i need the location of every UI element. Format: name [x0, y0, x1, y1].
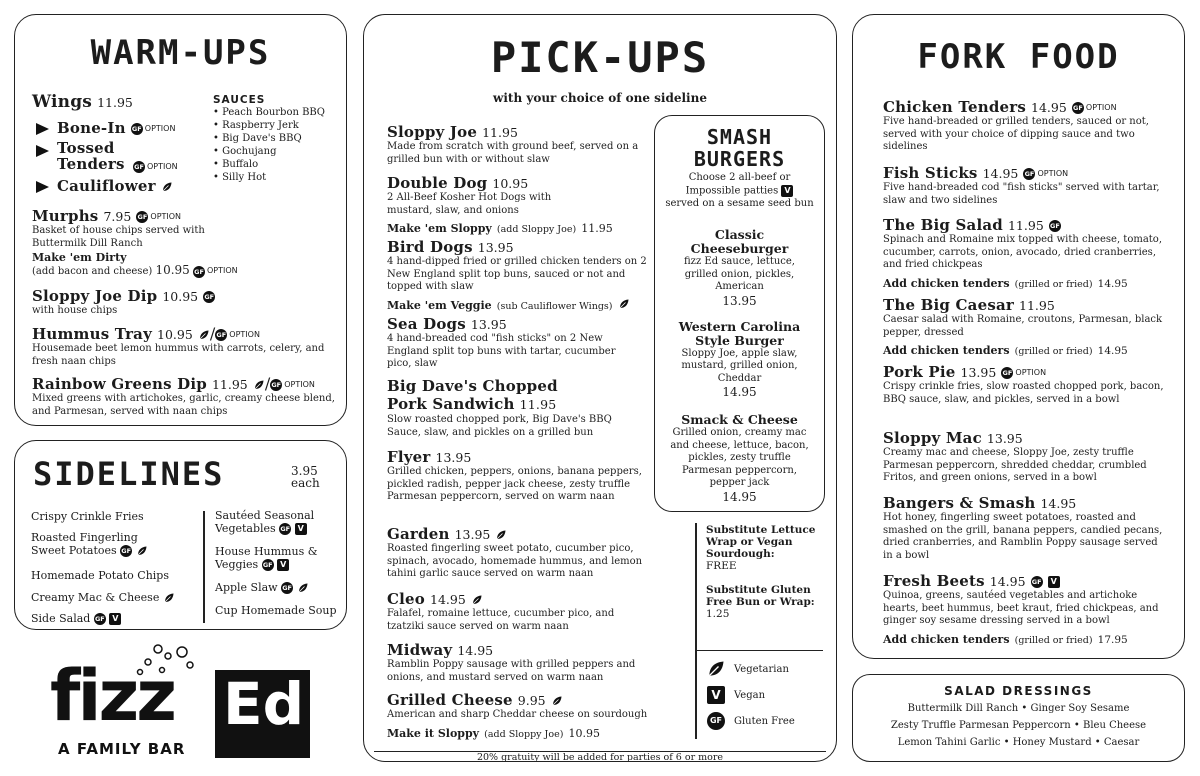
item-description: American and sharp Cheddar cheese on sourdough [387, 709, 648, 720]
sideline-item [215, 545, 325, 571]
item-price: 13.95 [477, 240, 514, 255]
item-price: 11.95 [1007, 218, 1044, 233]
gluten-free-icon: GF [204, 292, 215, 301]
sidelines-divider [203, 511, 205, 623]
option-name: Cauliflower [57, 177, 156, 195]
addon-description: (grilled or fried) [1014, 346, 1093, 357]
item-description: Grilled chicken, peppers, onions, banana peppers, pickled radish, pepper jack cheese, zesty truffle Parmesan peppercorn, served on warm naan [387, 466, 642, 502]
gluten-free-icon: GF [1024, 169, 1035, 178]
item-note: OPTION [1037, 169, 1069, 178]
sideline-item-label: House Hummus & Veggies [215, 545, 318, 571]
forkfood-item [883, 215, 1168, 291]
sideline-item [215, 509, 333, 535]
gluten-free-icon: GF [280, 525, 291, 533]
burger-description: fizz Ed sauce, lettuce, grilled onion, pickles, American [684, 256, 795, 292]
item-addon: Make 'em Sloppy [387, 222, 492, 235]
item-name: Sloppy Joe Dip [32, 287, 158, 305]
item-price: 11.95 [482, 125, 518, 140]
sauce-item: • Silly Hot [213, 172, 267, 183]
item-description: Falafel, romaine lettuce, cucumber pico, and tzatziki sauce served on warm naan [387, 608, 615, 632]
sideline-item [215, 581, 309, 594]
option-note: OPTION [147, 162, 178, 171]
item-name: Garden [387, 525, 450, 543]
gluten-free-icon: GF [94, 615, 105, 623]
sideline-item-label: Roasted Fingerling Sweet Potatoes [31, 531, 138, 557]
vegan-icon: V [1048, 576, 1060, 588]
smash-intro-text: Choose 2 all-beef or Impossible patties [685, 172, 791, 196]
item-description: Caesar salad with Romaine, croutons, Parmesan, black pepper, dressed [883, 314, 1163, 338]
substitute-gf-price: 1.25 [706, 608, 730, 620]
item-price: 10.95 [157, 327, 193, 342]
pickup-item [387, 377, 647, 439]
substitute-wrap-price: FREE [706, 560, 737, 572]
logo-word-fizz: fizz [50, 655, 174, 737]
addon-description: (add Sloppy Joe) [496, 224, 577, 235]
item-description: Quinoa, greens, sautéed vegetables and artichoke hearts, beet hummus, beet kraut, fried chickpeas, and ginger soy sesame dressing served in a bowl [883, 590, 1159, 626]
sauce-item: • Raspberry Jerk [213, 120, 299, 131]
sidelines-title-text: SIDELINES [33, 455, 225, 493]
item-price: 13.95 [435, 450, 472, 465]
pickup-item [387, 314, 647, 371]
pickup-item [387, 173, 647, 236]
pickup-item [387, 690, 667, 741]
vegan-icon: V [277, 559, 289, 571]
item-price: 14.95 [430, 592, 466, 607]
legend-rule [697, 650, 823, 651]
forkfood-item [883, 428, 1168, 485]
rainbow-item: Rainbow Greens Dip 11.95 /GF OPTION Mixed greens with artichokes, garlic, creamy cheese blend, and Parmesan, served with naan chips [32, 374, 337, 418]
vegetarian-leaf-icon [198, 329, 210, 341]
gluten-free-icon: GF [707, 712, 725, 730]
arrow-icon [36, 181, 49, 193]
burger-name: Smack & Cheese [681, 412, 798, 427]
gluten-free-icon: GF [131, 124, 142, 133]
pickups-title-text: PICK-UPS [490, 33, 710, 82]
pickup-item [387, 640, 647, 684]
item-price: 14.95 [1040, 496, 1077, 511]
sauce-item: • Peach Bourbon BBQ [213, 107, 325, 118]
wings-option-cauliflower [36, 176, 173, 195]
gluten-free-icon: GF [282, 584, 292, 592]
gluten-free-icon: GF [137, 212, 148, 221]
wings-option-bonein [36, 118, 175, 137]
dietary-legend [706, 658, 795, 736]
arrow-icon [36, 123, 49, 135]
vegan-icon: V [707, 686, 725, 704]
addon-description: (grilled or fried) [1014, 278, 1093, 290]
sidelines-price-value: 3.95 [291, 464, 318, 478]
forkfood-item [883, 362, 1168, 406]
item-addon: Make 'em Dirty [32, 251, 127, 264]
burger-price: 14.95 [722, 385, 757, 399]
pickup-item [387, 447, 647, 504]
legend-label: Vegetarian [734, 663, 789, 675]
sideline-item: Cup Homemade Soup [215, 604, 337, 617]
wings-option-tenders [36, 140, 206, 172]
item-description: Five hand-breaded or grilled tenders, sauced or not, served with your choice of dipping sauce and two sidelines [883, 116, 1149, 152]
addon-note: OPTION [207, 266, 238, 276]
dressings-line: Zesty Truffle Parmesan Peppercorn • Bleu Cheese [890, 720, 1147, 731]
item-price: 11.95 [211, 377, 248, 392]
gluten-free-icon: GF [1002, 368, 1013, 377]
addon-description: (sub Cauliflower Wings) [496, 300, 613, 312]
salad-dressings-box [852, 674, 1185, 762]
item-description: Creamy mac and cheese, Sloppy Joe, zesty truffle Parmesan peppercorn, shredded cheddar, crumbled Fritos, and green onions, served in a bowl [883, 447, 1147, 483]
forkfood-item [883, 97, 1168, 154]
item-name-text: Big Dave's Chopped Pork Sandwich [387, 377, 558, 413]
legend-vegetarian [706, 658, 795, 680]
wings-item [32, 92, 133, 112]
item-description: 4 hand-dipped fried or grilled chicken tenders on 2 New England split top buns, sauced or not and topped with slaw [387, 256, 647, 292]
logo-word-ed: Ed [223, 670, 305, 738]
item-price: 14.95 [1031, 100, 1067, 115]
gluten-free-icon: GF [194, 267, 204, 276]
forkfood-item [883, 295, 1168, 358]
gluten-free-icon: GF [262, 561, 273, 569]
addon-price: 11.95 [581, 222, 613, 235]
item-description: 4 hand-breaded cod "fish sticks" on 2 New England split top buns with tartar, cucumber pico, slaw [387, 333, 616, 369]
vegetarian-leaf-icon [618, 298, 630, 310]
gluten-free-icon: GF [271, 380, 282, 389]
item-name: Pork Pie [883, 363, 956, 381]
gratuity-line [374, 745, 826, 762]
sauce-item: • Buffalo [213, 159, 259, 170]
dressings-title: SALAD DRESSINGS [944, 684, 1093, 698]
item-name [387, 377, 587, 414]
sloppy-dip-item [32, 286, 215, 318]
item-name: Flyer [387, 448, 431, 466]
smash-title-line2: BURGERS [693, 147, 786, 171]
sideline-item [31, 591, 175, 604]
smash-intro-bun: served on a sesame seed bun [665, 197, 814, 209]
vegan-icon: V [295, 523, 307, 535]
burger-name: Western Carolina Style Burger [678, 318, 801, 348]
dressings-line: Buttermilk Dill Ranch • Ginger Soy Sesame [907, 703, 1130, 714]
item-price: 13.95 [454, 527, 491, 542]
item-name: Hummus Tray [32, 325, 153, 343]
item-price: 13.95 [470, 317, 507, 332]
item-name: Sloppy Joe [387, 123, 478, 141]
item-addon: Add chicken tenders [883, 276, 1010, 290]
sauces-list [213, 94, 325, 184]
addon-price: 17.95 [1097, 633, 1128, 646]
item-name: Fish Sticks [883, 164, 978, 182]
smash-intro [655, 172, 824, 198]
legend-label: Gluten Free [734, 715, 795, 727]
sideline-item: Homemade Potato Chips [31, 569, 169, 582]
item-addon: Make it Sloppy [387, 726, 480, 740]
vegetarian-leaf-icon [136, 545, 148, 557]
gluten-free-icon: GF [1031, 577, 1042, 586]
addon-description: (grilled or fried) [1014, 634, 1093, 646]
item-name: Double Dog [387, 174, 488, 192]
vegetarian-leaf-icon [706, 659, 726, 679]
sideline-item-label: Apple Slaw [215, 581, 278, 594]
item-note: OPTION [1085, 103, 1117, 112]
substitution-notes [706, 524, 816, 620]
vegetarian-leaf-icon [297, 582, 309, 594]
item-description: Crispy crinkle fries, slow roasted chopped pork, bacon, BBQ sauce, slaw, and pickles, served in a bowl [883, 381, 1164, 405]
item-note: OPTION [1015, 368, 1047, 377]
vegan-icon: V [781, 185, 793, 197]
substitute-gf-label: Substitute Gluten Free Bun or Wrap: [706, 584, 815, 608]
burger-price: 13.95 [722, 293, 757, 308]
forkfood-item [883, 163, 1168, 207]
item-name: Murphs [32, 207, 99, 225]
item-description: 2 All-Beef Kosher Hot Dogs with mustard, slaw, and onions [387, 192, 552, 216]
item-price: 9.95 [517, 693, 546, 708]
dressings-line: Lemon Tahini Garlic • Honey Mustard • Caesar [897, 737, 1140, 748]
item-price: 7.95 [103, 209, 132, 224]
vegetarian-leaf-icon [551, 695, 563, 707]
sideline-item: Crispy Crinkle Fries [31, 510, 144, 523]
sideline-item-label: Creamy Mac & Cheese [31, 591, 160, 604]
burger-price: 14.95 [722, 489, 757, 504]
item-price: 10.95 [492, 176, 529, 191]
vegetarian-leaf-icon [163, 592, 175, 604]
logo-tagline: A FAMILY BAR [58, 740, 186, 758]
sidelines-title [33, 455, 224, 493]
addon-description: (add bacon and cheese) [32, 266, 153, 277]
item-price: 14.95 [982, 166, 1019, 181]
item-note: OPTION [229, 330, 260, 339]
vegan-icon: V [109, 613, 121, 625]
item-description: Basket of house chips served with Buttermilk Dill Ranch [32, 225, 205, 249]
gluten-free-icon: GF [134, 162, 144, 171]
sauce-item: • Gochujang [213, 146, 277, 157]
pickup-item [387, 122, 647, 166]
addon-price: 14.95 [1097, 277, 1128, 290]
addon-price: 14.95 [1097, 345, 1128, 357]
option-name: Tossed Tenders [57, 139, 125, 173]
item-description: Mixed greens with artichokes, garlic, creamy cheese blend, and Parmesan, served with naan chips [32, 393, 335, 417]
sideline-item [31, 531, 151, 557]
legend-label: Vegan [734, 689, 766, 701]
item-name: Rainbow Greens Dip [32, 375, 207, 393]
item-price: 11.95 [519, 397, 557, 412]
item-note: OPTION [150, 212, 182, 221]
item-price: 14.95 [457, 643, 494, 658]
pickups-divider [695, 523, 697, 739]
sideline-item [31, 612, 121, 625]
murphs-item [32, 206, 332, 279]
burger-description: Grilled onion, creamy mac and cheese, lettuce, bacon, pickles, zesty truffle Parmesan peppercorn, pepper jack [670, 427, 809, 488]
burger-item [655, 228, 824, 308]
option-name: Bone-In [57, 119, 126, 137]
warmups-title-text: WARM-UPS [90, 33, 271, 73]
sauces-heading: SAUCES [213, 94, 266, 106]
arrow-icon [36, 145, 49, 157]
pickup-item [387, 589, 647, 633]
burger-name: Classic Cheeseburger [690, 227, 789, 256]
forkfood-item [883, 493, 1168, 562]
item-name: Fresh Beets [883, 572, 985, 590]
item-price: 14.95 [989, 574, 1026, 589]
item-name: Sea Dogs [387, 315, 466, 333]
item-name: The Big Caesar [883, 296, 1014, 314]
item-name: The Big Salad [883, 216, 1003, 234]
item-addon: Make 'em Veggie [387, 298, 492, 312]
smash-burgers-box [654, 115, 825, 512]
item-description: Roasted fingerling sweet potato, cucumber pico, spinach, avocado, homemade hummus, and lemon tahini garlic sauce served on warm naan [387, 543, 643, 579]
item-name: Sloppy Mac [883, 429, 982, 447]
item-price: 11.95 [1019, 298, 1055, 313]
gluten-free-icon: GF [216, 330, 227, 339]
sidelines-price-unit: each [291, 476, 320, 490]
item-price: 11.95 [97, 95, 133, 110]
forkfood-item [883, 571, 1168, 647]
gluten-free-icon: GF [121, 547, 132, 555]
item-name: Wings [32, 92, 93, 112]
item-description: Slow roasted chopped pork, Big Dave's BBQ Sauce, slaw, and pickles on a grilled bun [387, 414, 612, 438]
item-description: Five hand-breaded cod "fish sticks" served with tartar, slaw and two sidelines [883, 182, 1160, 206]
smash-title-line1: SMASH [706, 125, 773, 149]
item-description: with house chips [32, 305, 118, 316]
item-price: 13.95 [960, 365, 997, 380]
burger-item [655, 413, 824, 504]
sideline-item-label: Sautéed Seasonal Vegetables [215, 509, 315, 535]
item-description: Hot honey, fingerling sweet potatoes, roasted and smashed on the grill, banana peppers, candied pecans, dried cranberries, and Ramblin Poppy sausage served in a bowl [883, 512, 1163, 561]
item-name: Bird Dogs [387, 238, 473, 256]
item-name: Cleo [387, 590, 425, 608]
item-description: Made from scratch with ground beef, served on a grilled bun with or without slaw [387, 141, 639, 165]
vegetarian-leaf-icon [253, 379, 265, 391]
pickups-subtitle: with your choice of one sideline [493, 91, 707, 105]
item-description: Housemade beet lemon hummus with carrots, celery, and fresh naan chips [32, 343, 325, 367]
fizzed-logo [40, 640, 320, 765]
legend-vegan [706, 684, 795, 706]
pickup-item [387, 237, 647, 313]
option-note: OPTION [144, 124, 176, 133]
item-note: OPTION [284, 380, 315, 389]
addon-price: 10.95 [155, 263, 190, 277]
pickup-item [387, 524, 657, 581]
addon-price: 10.95 [568, 726, 600, 740]
substitute-wrap-label: Substitute Lettuce Wrap or Vegan Sourdough: [706, 524, 816, 560]
forkfood-title [853, 37, 1184, 77]
forkfood-title-text: FORK FOOD [917, 37, 1120, 77]
hummus-item: Hummus Tray 10.95 /GF OPTION Housemade beet lemon hummus with carrots, celery, and fresh naan chips [32, 324, 337, 368]
warmups-title [15, 33, 346, 73]
sauce-item: • Big Dave's BBQ [213, 133, 302, 144]
burger-item [655, 320, 824, 400]
gluten-free-icon: GF [1049, 221, 1060, 230]
vegetarian-leaf-icon [495, 529, 507, 541]
vegetarian-leaf-icon [471, 594, 483, 606]
item-name: Midway [387, 641, 453, 659]
vegetarian-leaf-icon [161, 181, 173, 193]
item-name: Grilled Cheese [387, 691, 513, 709]
item-description: Spinach and Romaine mix topped with cheese, tomato, cucumber, carrots, onion, avocado, dried cranberries, and fried chickpeas [883, 234, 1163, 270]
item-addon: Add chicken tenders [883, 344, 1010, 357]
gratuity-text: 20% gratuity will be added for parties of 6 or more [471, 752, 729, 762]
burger-description: Sloppy Joe, apple slaw, mustard, grilled onion, Cheddar [681, 347, 798, 384]
legend-gluten-free [706, 710, 795, 732]
item-price: 10.95 [162, 289, 199, 304]
sideline-item-label: Side Salad [31, 612, 91, 625]
sidelines-price [291, 465, 320, 489]
item-name: Bangers & Smash [883, 494, 1036, 512]
pickups-title [364, 33, 836, 82]
item-price: 13.95 [986, 431, 1023, 446]
addon-description: (add Sloppy Joe) [484, 728, 564, 740]
item-name: Chicken Tenders [883, 98, 1027, 116]
gluten-free-icon: GF [1073, 103, 1083, 112]
item-addon: Add chicken tenders [883, 632, 1010, 646]
item-description: Ramblin Poppy sausage with grilled peppers and onions, and mustard served on warm naan [387, 659, 636, 683]
